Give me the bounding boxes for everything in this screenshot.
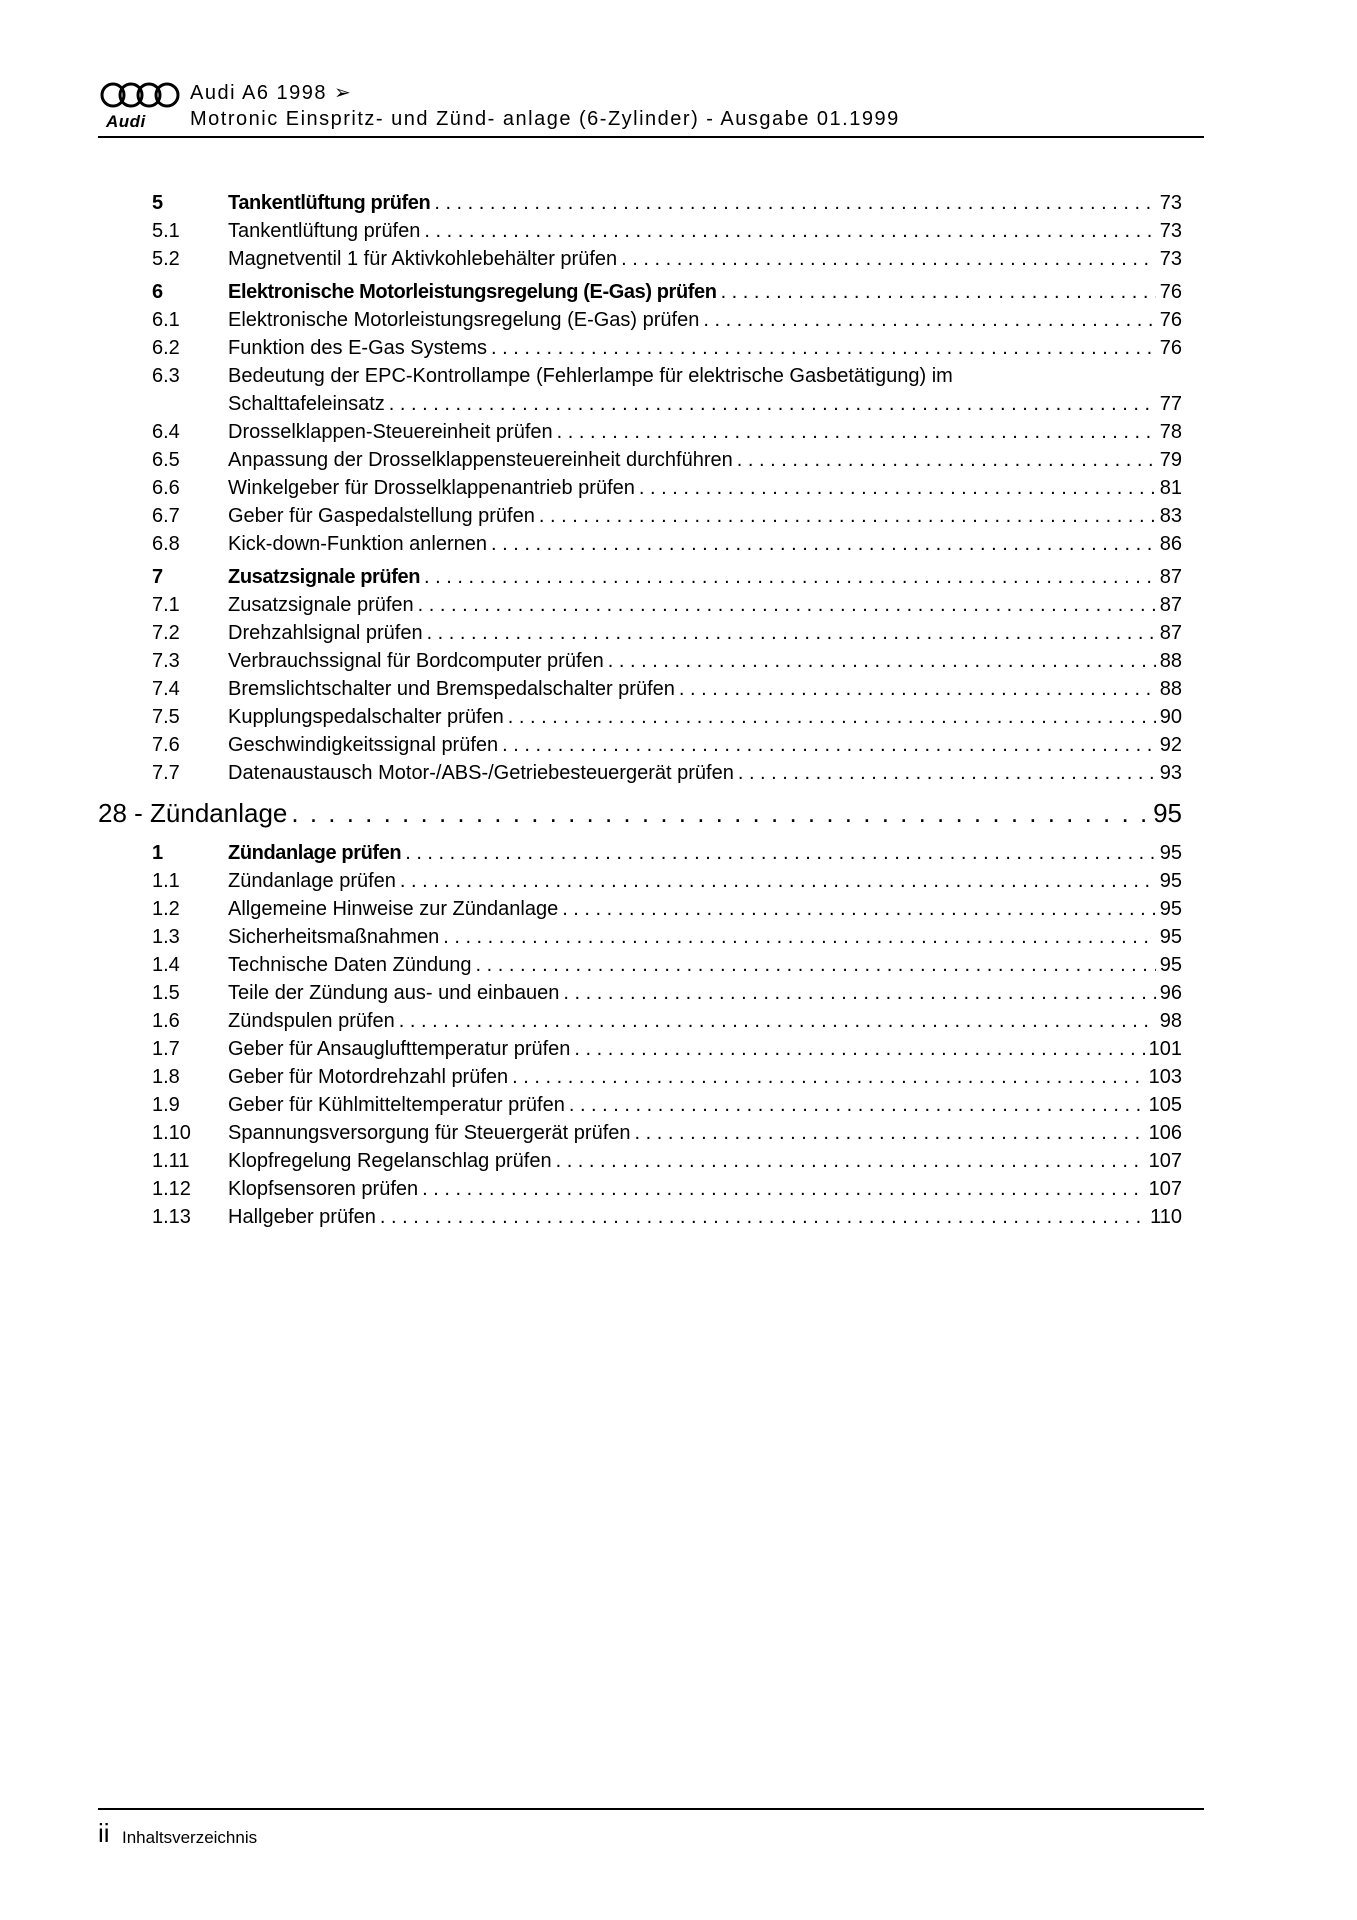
- toc-number: 7.2: [152, 622, 180, 644]
- toc-leader: [635, 1122, 1145, 1145]
- audi-rings-icon: [100, 82, 180, 110]
- toc-title: Funktion des E-Gas Systems: [228, 337, 487, 359]
- toc-chapter-28[interactable]: [98, 798, 1182, 842]
- toc-number: 6.5: [152, 449, 180, 471]
- toc-page: 76: [1159, 281, 1182, 303]
- toc-leader: [563, 982, 1155, 1005]
- header-model: Audi A6 1998 ➢: [190, 82, 353, 104]
- toc-number: 6.4: [152, 421, 180, 443]
- toc-number: 7.3: [152, 650, 180, 672]
- toc-leader: [424, 566, 1156, 589]
- toc-number: 6: [152, 281, 163, 303]
- toc-number: 7: [152, 566, 163, 588]
- audi-brand-text: Audi: [106, 112, 146, 131]
- toc-entry-1-3[interactable]: [152, 926, 1182, 954]
- toc-number: 5: [152, 192, 163, 214]
- toc-page: 95: [1153, 798, 1182, 828]
- toc-page: 105: [1148, 1094, 1182, 1116]
- toc-entry-6-7[interactable]: [152, 505, 1182, 533]
- toc-entry-7-4[interactable]: [152, 678, 1182, 706]
- toc-title: Datenaustausch Motor-/ABS-/Getriebesteuergerät prüfen: [228, 762, 734, 784]
- toc-page: 81: [1159, 477, 1182, 499]
- toc-page: 93: [1159, 762, 1182, 784]
- toc-page: 95: [1159, 898, 1182, 920]
- toc-entry-6-1[interactable]: [152, 309, 1182, 337]
- toc-title: Drehzahlsignal prüfen: [228, 622, 423, 644]
- toc-leader: [380, 1206, 1146, 1229]
- toc-number: 6.8: [152, 533, 180, 555]
- toc-number: 7.7: [152, 762, 180, 784]
- toc-title: Klopfsensoren prüfen: [228, 1178, 419, 1200]
- toc-title: Elektronische Motorleistungsregelung (E-Gas) prüfen: [228, 281, 717, 303]
- toc-page: 88: [1159, 678, 1182, 700]
- page-footer: [98, 1808, 1204, 1848]
- toc-number: 6.1: [152, 309, 180, 331]
- toc-page: 101: [1148, 1038, 1182, 1060]
- toc-leader: [443, 926, 1156, 949]
- toc-leader: [422, 1178, 1144, 1201]
- toc-number: 6.3: [152, 365, 180, 387]
- toc-entry-5-2[interactable]: [152, 248, 1182, 276]
- toc-number: 7.5: [152, 706, 180, 728]
- toc-title: Klopfregelung Regelanschlag prüfen: [228, 1150, 552, 1172]
- toc-number: 7.1: [152, 594, 180, 616]
- toc-number: 7.6: [152, 734, 180, 756]
- toc-section-1[interactable]: [152, 842, 1182, 870]
- toc-entry-7-1[interactable]: [152, 594, 1182, 622]
- toc-leader: [502, 734, 1156, 757]
- toc-entry-7-5[interactable]: [152, 706, 1182, 734]
- toc-number: 1.2: [152, 898, 180, 920]
- toc-title: Geschwindigkeitssignal prüfen: [228, 734, 499, 756]
- toc-leader: [556, 1150, 1145, 1173]
- toc-leader: [491, 533, 1156, 556]
- toc-leader: [399, 1010, 1156, 1033]
- toc-number: 6.6: [152, 477, 180, 499]
- toc-entry-6-4[interactable]: [152, 421, 1182, 449]
- toc-page: 87: [1159, 594, 1182, 616]
- toc-page: 76: [1159, 337, 1182, 359]
- toc-number: 1.3: [152, 926, 180, 948]
- toc-title: Verbrauchssignal für Bordcomputer prüfen: [228, 650, 604, 672]
- toc-title: Zusatzsignale prüfen: [228, 566, 421, 588]
- toc-number: 1.7: [152, 1038, 180, 1060]
- toc-entry-1-4[interactable]: [152, 954, 1182, 982]
- toc-entry-1-2[interactable]: [152, 898, 1182, 926]
- toc-number: 1.11: [152, 1150, 190, 1172]
- toc-number: 6.2: [152, 337, 180, 359]
- toc-leader: [721, 281, 1156, 304]
- header-subtitle: Motronic Einspritz- und Zünd- anlage (6-Zylinder) - Ausgabe 01.1999: [190, 108, 900, 130]
- toc-leader: [557, 421, 1156, 444]
- toc-entry-7-3[interactable]: [152, 650, 1182, 678]
- toc-title: Kick-down-Funktion anlernen: [228, 533, 488, 555]
- toc-number: 1.6: [152, 1010, 180, 1032]
- toc-title: Winkelgeber für Drosselklappenantrieb prüfen: [228, 477, 635, 499]
- toc-entry-1-5[interactable]: [152, 982, 1182, 1010]
- toc-page: 95: [1159, 870, 1182, 892]
- toc-entry-7-7[interactable]: [152, 762, 1182, 790]
- toc-title: Anpassung der Drosselklappensteuereinheit durchführen: [228, 449, 733, 471]
- toc-entry-7-2[interactable]: [152, 622, 1182, 650]
- toc-title: Hallgeber prüfen: [228, 1206, 376, 1228]
- toc-title: Sicherheitsmaßnahmen: [228, 926, 440, 948]
- toc-title: Spannungsversorgung für Steuergerät prüfen: [228, 1122, 631, 1144]
- toc-number: 1.1: [152, 870, 180, 892]
- toc-page: 106: [1148, 1122, 1182, 1144]
- toc-number: 6.7: [152, 505, 180, 527]
- toc-leader: [427, 622, 1156, 645]
- table-of-contents: [98, 192, 1182, 1234]
- toc-entry-6-2[interactable]: [152, 337, 1182, 365]
- toc-title: Geber für Motordrehzahl prüfen: [228, 1066, 509, 1088]
- toc-entry-1-12[interactable]: [152, 1178, 1182, 1206]
- toc-title: Zündspulen prüfen: [228, 1010, 395, 1032]
- toc-leader: [291, 798, 1149, 829]
- toc-title-continued: Schalttafeleinsatz: [228, 393, 385, 415]
- toc-page: 79: [1159, 449, 1182, 471]
- toc-page: 96: [1159, 982, 1182, 1004]
- toc-page: 73: [1159, 248, 1182, 270]
- toc-leader: [539, 505, 1156, 528]
- toc-number: 5.1: [152, 220, 180, 242]
- toc-leader: [508, 706, 1156, 729]
- toc-page: 73: [1159, 192, 1182, 214]
- toc-number: 1.13: [152, 1206, 191, 1228]
- toc-section-7[interactable]: [152, 566, 1182, 594]
- toc-page: 92: [1159, 734, 1182, 756]
- toc-leader: [491, 337, 1156, 360]
- toc-title: Tankentlüftung prüfen: [228, 192, 431, 214]
- toc-title: Geber für Gaspedalstellung prüfen: [228, 505, 535, 527]
- toc-title: Teile der Zündung aus- und einbauen: [228, 982, 560, 1004]
- toc-entry-5-1[interactable]: [152, 220, 1182, 248]
- toc-title: Drosselklappen-Steuereinheit prüfen: [228, 421, 553, 443]
- toc-leader: [608, 650, 1156, 673]
- footer-page-number: ii: [98, 1818, 110, 1848]
- toc-page: 78: [1159, 421, 1182, 443]
- toc-page: 76: [1159, 309, 1182, 331]
- toc-title: Bremslichtschalter und Bremspedalschalter prüfen: [228, 678, 675, 700]
- toc-page: 107: [1148, 1150, 1182, 1172]
- toc-entry-1-10[interactable]: [152, 1122, 1182, 1150]
- toc-number: 1.8: [152, 1066, 180, 1088]
- toc-title: Allgemeine Hinweise zur Zündanlage: [228, 898, 559, 920]
- toc-page: 83: [1159, 505, 1182, 527]
- toc-page: 95: [1159, 926, 1182, 948]
- toc-entry-6-5[interactable]: [152, 449, 1182, 477]
- toc-title: Kupplungspedalschalter prüfen: [228, 706, 504, 728]
- toc-leader: [405, 842, 1156, 865]
- toc-page: 86: [1159, 533, 1182, 555]
- toc-number: 5.2: [152, 248, 180, 270]
- toc-section-5[interactable]: [152, 192, 1182, 220]
- toc-title: Magnetventil 1 für Aktivkohlebehälter prüfen: [228, 248, 618, 270]
- toc-leader: [569, 1094, 1145, 1117]
- toc-entry-6-6[interactable]: [152, 477, 1182, 505]
- toc-number: 1.5: [152, 982, 180, 1004]
- toc-number: 1.4: [152, 954, 180, 976]
- toc-leader: [679, 678, 1156, 701]
- toc-title: Tankentlüftung prüfen: [228, 220, 421, 242]
- toc-entry-6-8[interactable]: [152, 533, 1182, 561]
- toc-leader: [639, 477, 1156, 500]
- toc-leader: [574, 1038, 1144, 1061]
- toc-page: 87: [1159, 566, 1182, 588]
- toc-number: 7.4: [152, 678, 180, 700]
- toc-chapter-title: 28 - Zündanlage: [98, 798, 288, 828]
- toc-leader: [424, 220, 1155, 243]
- toc-leader: [738, 762, 1156, 785]
- footer-label: Inhaltsverzeichnis: [122, 1828, 258, 1847]
- toc-leader: [434, 192, 1155, 215]
- toc-leader: [476, 954, 1156, 977]
- toc-page: 107: [1148, 1178, 1182, 1200]
- toc-number: 1.12: [152, 1178, 191, 1200]
- toc-page: 90: [1159, 706, 1182, 728]
- toc-entry-7-6[interactable]: [152, 734, 1182, 762]
- toc-entry-1-7[interactable]: [152, 1038, 1182, 1066]
- toc-page: 77: [1159, 393, 1182, 415]
- toc-page: 103: [1148, 1066, 1182, 1088]
- toc-title: Geber für Kühlmitteltemperatur prüfen: [228, 1094, 565, 1116]
- toc-page: 110: [1150, 1206, 1182, 1228]
- page-header: [98, 80, 1204, 138]
- toc-title: Zusatzsignale prüfen: [228, 594, 414, 616]
- toc-entry-6-3[interactable]: [152, 365, 1182, 421]
- toc-page: 73: [1159, 220, 1182, 242]
- toc-number: 1.9: [152, 1094, 180, 1116]
- toc-page: 98: [1159, 1010, 1182, 1032]
- toc-leader: [621, 248, 1156, 271]
- toc-entry-1-13[interactable]: [152, 1206, 1182, 1234]
- toc-title: Zündanlage prüfen: [228, 842, 402, 864]
- toc-entry-1-8[interactable]: [152, 1066, 1182, 1094]
- toc-page: 95: [1159, 842, 1182, 864]
- toc-leader: [737, 449, 1156, 472]
- toc-leader: [389, 393, 1156, 416]
- toc-page: 88: [1159, 650, 1182, 672]
- toc-leader: [703, 309, 1155, 332]
- toc-title: Zündanlage prüfen: [228, 870, 396, 892]
- toc-page: 95: [1159, 954, 1182, 976]
- toc-number: 1.10: [152, 1122, 191, 1144]
- toc-title: Elektronische Motorleistungsregelung (E-Gas) prüfen: [228, 309, 700, 331]
- audi-logo: [98, 80, 182, 130]
- toc-leader: [400, 870, 1156, 893]
- toc-leader: [418, 594, 1156, 617]
- toc-section-6[interactable]: [152, 281, 1182, 309]
- toc-title: Geber für Ansauglufttemperatur prüfen: [228, 1038, 571, 1060]
- toc-entry-1-1[interactable]: [152, 870, 1182, 898]
- toc-number: 1: [152, 842, 163, 864]
- toc-entry-1-6[interactable]: [152, 1010, 1182, 1038]
- toc-page: 87: [1159, 622, 1182, 644]
- toc-leader: [562, 898, 1156, 921]
- toc-title: Technische Daten Zündung: [228, 954, 472, 976]
- toc-title: Bedeutung der EPC-Kontrollampe (Fehlerlampe für elektrische Gasbetätigung) im: [228, 365, 953, 387]
- toc-leader: [512, 1066, 1144, 1089]
- toc-entry-1-11[interactable]: [152, 1150, 1182, 1178]
- toc-entry-1-9[interactable]: [152, 1094, 1182, 1122]
